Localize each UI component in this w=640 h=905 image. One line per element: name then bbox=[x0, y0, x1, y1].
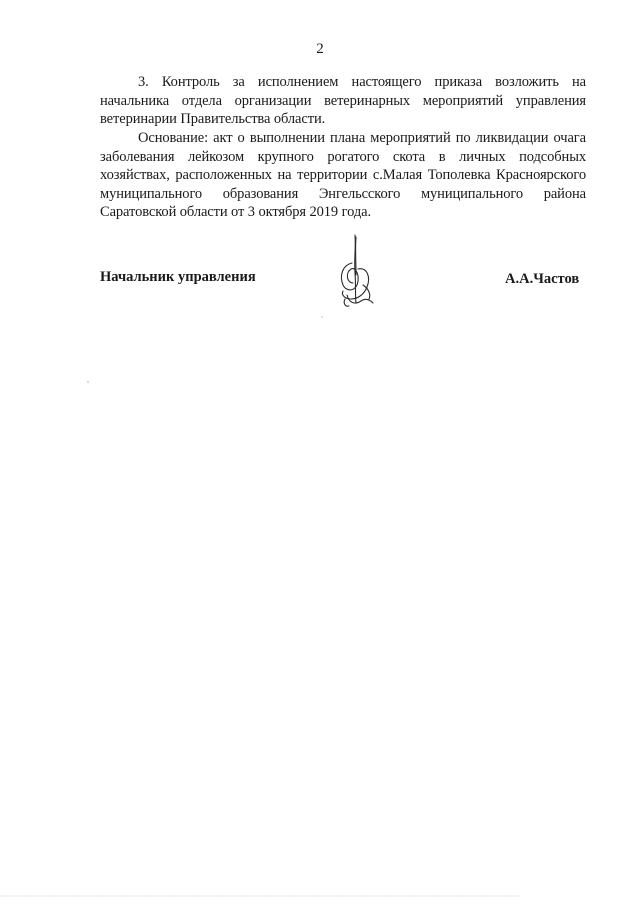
signatory-name: А.А.Частов bbox=[505, 271, 580, 287]
signature-image bbox=[325, 233, 385, 313]
paragraph-basis: Основание: акт о выполнении плана мероприятий по ликвидации очага заболевания лейкозом крупного рогатого скота в личных подсобных хозяйствах, расположенных на территории с.Малая Тополевка Красноярского муниципального образования Энгельсского муниципального района Саратовской области от 3 октября 2019 года. bbox=[100, 130, 586, 220]
paragraph-control: 3. Контроль за исполнением настоящего приказа возложить на начальника отдела организации ветеринарных мероприятий управления ветеринарии Правительства области. bbox=[100, 74, 586, 127]
signatory-title: Начальник управления bbox=[100, 269, 256, 285]
page-number: 2 bbox=[316, 41, 324, 57]
